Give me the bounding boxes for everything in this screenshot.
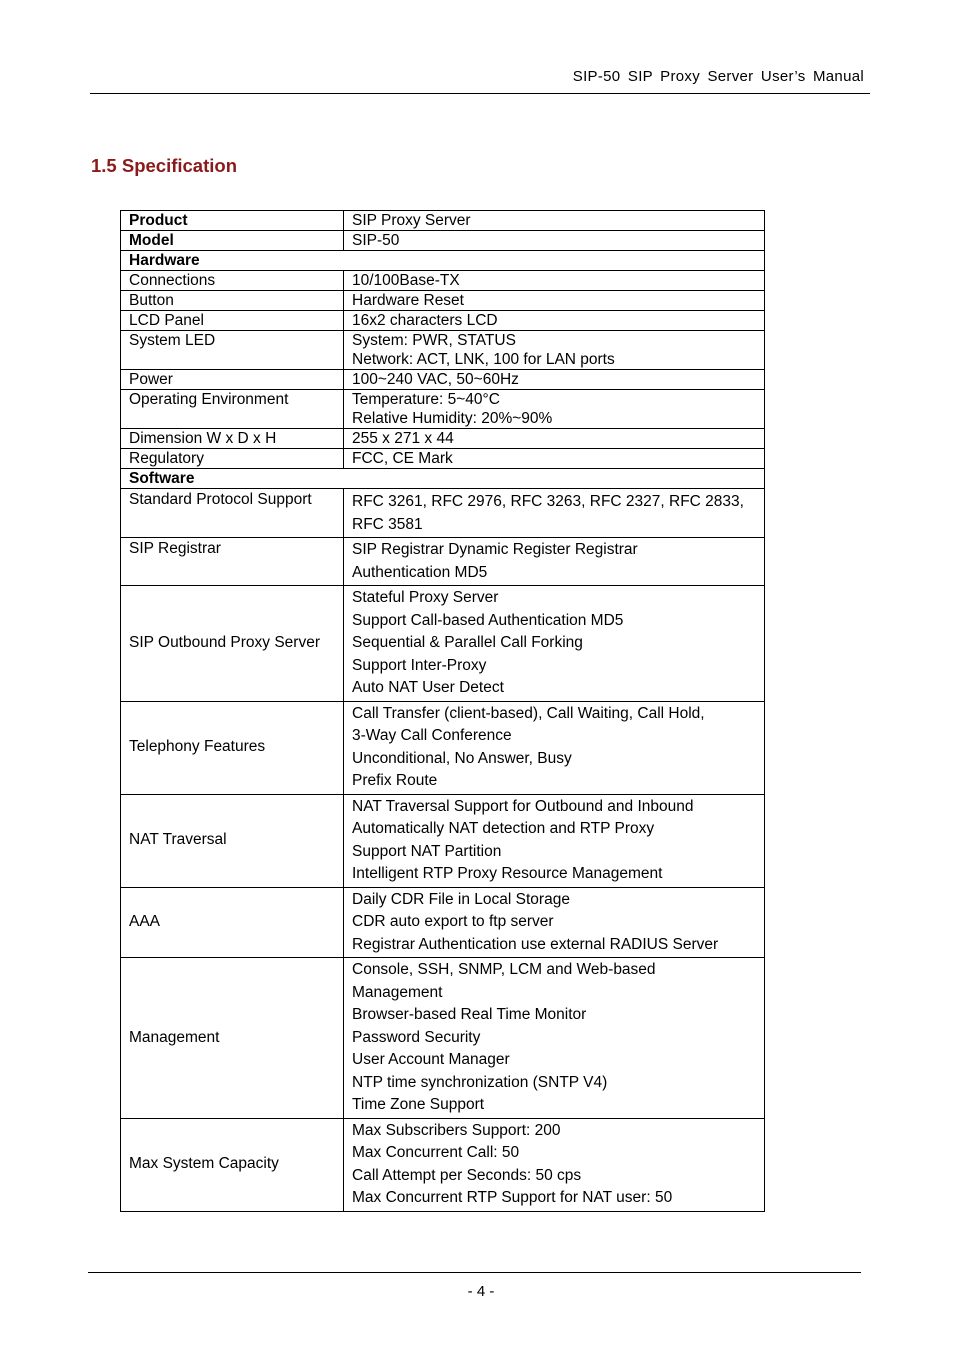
value-line: NAT Traversal Support for Outbound and Inbound [352,797,694,815]
value-line: Console, SSH, SNMP, LCM and Web-based [352,961,656,978]
table-row [121,794,765,887]
table-row [121,701,765,794]
value-line: System: PWR, STATUS [352,332,516,349]
row-value [344,449,765,469]
specification-table [120,210,765,1212]
row-value [344,701,765,794]
row-value [344,958,765,1119]
value-line: SIP Proxy Server [352,212,471,229]
row-label: Dimension W x D x H [121,429,344,449]
footer-rule [88,1272,861,1273]
value-line: CDR auto export to ftp server [352,913,554,930]
value-line: Hardware Reset [352,292,464,309]
row-value [344,331,765,370]
row-label: Model [121,231,344,251]
value-line: Support Inter-Proxy [352,656,487,674]
table-row [121,291,765,311]
value-line: Support NAT Partition [352,842,502,860]
row-label: Product [121,211,344,231]
value-line: User Account Manager [352,1051,510,1068]
value-line: SIP Registrar Dynamic Register Registrar [352,541,638,558]
section-row [121,469,765,489]
value-line: 255 x 271 x 44 [352,430,454,447]
row-label: Telephony Features [121,701,344,794]
row-value [344,370,765,390]
row-value [344,586,765,702]
table-row [121,449,765,469]
row-value [344,311,765,331]
row-value [344,1118,765,1211]
value-line: FCC, CE Mark [352,450,453,467]
value-line: Call Attempt per Seconds: 50 cps [352,1166,582,1184]
value-line: Password Security [352,1028,481,1046]
value-line: SIP-50 [352,232,400,249]
value-line: Auto NAT User Detect [352,679,504,696]
table-row [121,586,765,702]
section-row [121,251,765,271]
table-row [121,958,765,1119]
value-line: 16x2 characters LCD [352,312,498,329]
table-row [121,311,765,331]
row-label: NAT Traversal [121,794,344,887]
value-line: Temperature: 5~40°C [352,391,500,408]
value-line: Intelligent RTP Proxy Resource Management [352,865,663,882]
value-line: 10/100Base-TX [352,272,460,289]
row-value [344,489,765,538]
row-value [344,291,765,311]
section-title: 1.5 Specification [91,155,237,176]
row-label: Management [121,958,344,1119]
table-row [121,231,765,251]
row-label: LCD Panel [121,311,344,331]
row-label: SIP Outbound Proxy Server [121,586,344,702]
row-value [344,887,765,958]
row-label: System LED [121,331,344,370]
value-line: Max Concurrent RTP Support for NAT user: 50 [352,1189,673,1206]
value-line: Registrar Authentication use external RADIUS Server [352,935,719,953]
row-label: Button [121,291,344,311]
table-row [121,271,765,291]
row-value [344,211,765,231]
row-value [344,794,765,887]
value-line: 100~240 VAC, 50~60Hz [352,371,519,388]
table-row [121,211,765,231]
value-line: Stateful Proxy Server [352,589,499,606]
table-row [121,390,765,429]
table-row [121,538,765,586]
row-label: Max System Capacity [121,1118,344,1211]
section-row-label: Hardware [121,251,765,271]
value-line: Unconditional, No Answer, Busy [352,749,572,767]
row-label: Connections [121,271,344,291]
page-number: - 4 - [467,1283,495,1300]
value-line: Sequential & Parallel Call Forking [352,634,583,651]
table-row [121,370,765,390]
row-value [344,390,765,429]
section-row-label: Software [121,469,765,489]
value-line: Max Concurrent Call: 50 [352,1144,520,1161]
value-line: NTP time synchronization (SNTP V4) [352,1073,608,1091]
value-line: Time Zone Support [352,1096,485,1113]
row-label: Standard Protocol Support [121,489,344,538]
page-header: SIP-50 SIP Proxy Server User’s Manual [572,68,864,85]
row-label: Power [121,370,344,390]
value-line: Automatically NAT detection and RTP Proxy [352,820,655,837]
value-line: Authentication MD5 [352,563,488,581]
table-row [121,1118,765,1211]
row-value [344,538,765,586]
row-label: Regulatory [121,449,344,469]
table-row [121,429,765,449]
value-line: RFC 3581 [352,515,423,533]
value-line: Network: ACT, LNK, 100 for LAN ports [352,351,615,368]
value-line: Call Transfer (client-based), Call Waiting, Call Hold, [352,704,705,722]
row-label: AAA [121,887,344,958]
value-line: RFC 3261, RFC 2976, RFC 3263, RFC 2327, RFC 2833, [352,493,744,510]
value-line: Relative Humidity: 20%~90% [352,410,553,427]
row-label: Operating Environment [121,390,344,429]
value-line: 3-Way Call Conference [352,727,512,744]
row-value [344,429,765,449]
value-line: Browser-based Real Time Monitor [352,1006,587,1023]
table-row [121,331,765,370]
table-row [121,887,765,958]
value-line: Daily CDR File in Local Storage [352,890,570,908]
value-line: Prefix Route [352,772,438,789]
value-line: Support Call-based Authentication MD5 [352,611,624,629]
value-line: Management [352,983,443,1001]
table-row [121,489,765,538]
row-label: SIP Registrar [121,538,344,586]
value-line: Max Subscribers Support: 200 [352,1121,561,1139]
row-value [344,231,765,251]
row-value [344,271,765,291]
header-rule [90,93,870,94]
